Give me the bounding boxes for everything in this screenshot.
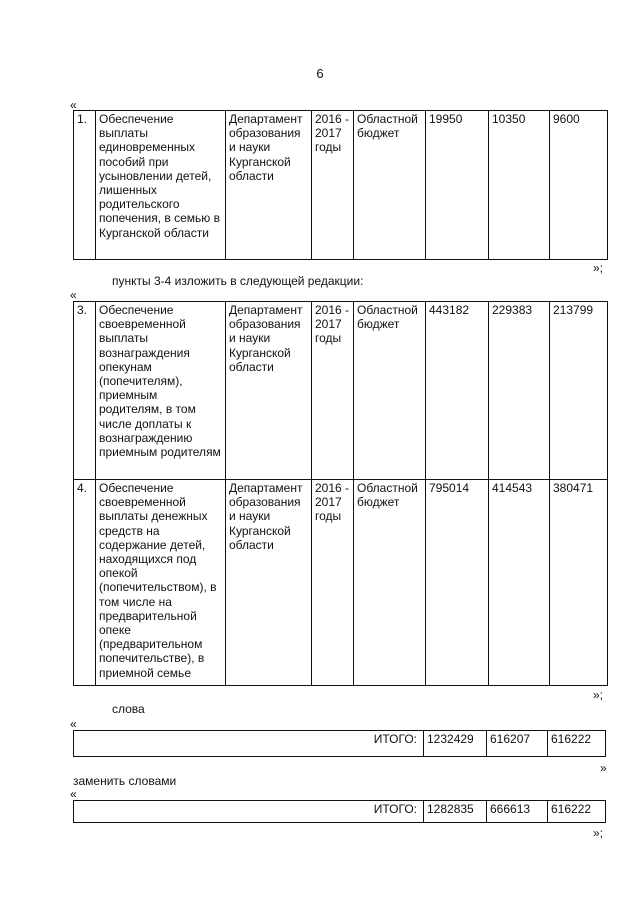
table-row (74, 302, 608, 480)
cell-2017: 9600 (550, 111, 608, 260)
quote-close-2: »; (593, 688, 604, 702)
table-total-old (73, 730, 606, 757)
quote-open-4: « (70, 787, 77, 801)
cell-total: 795014 (426, 480, 489, 686)
quote-open-2: « (70, 288, 77, 302)
cell-2016: 10350 (489, 111, 550, 260)
cell-source: Областной бюджет (354, 302, 426, 480)
instruction-replace: заменить словами (73, 774, 177, 788)
cell-name: Обеспечение своевременной выплаты денежных средств на содержание детей, находящихся под опекой (попечительством), в том числе на предварительной опеке (предварительном попечительстве), в приемной семье (96, 480, 226, 686)
cell-source: Областной бюджет (354, 480, 426, 686)
cell-name: Обеспечение своевременной выплаты вознаграждения опекунам (попечителям), приемным родителям, в том числе доплаты к вознаграждению приемным родителям (96, 302, 226, 480)
instruction-words: слова (112, 702, 145, 716)
cell-period: 2016 - 2017 годы (312, 302, 354, 480)
total-label: ИТОГО: (74, 801, 424, 823)
quote-close-4: »; (593, 826, 604, 840)
quote-open-3: « (70, 717, 77, 731)
cell-2016: 616207 (487, 731, 548, 757)
cell-2016: 414543 (489, 480, 550, 686)
table-row (74, 480, 608, 686)
table-items-3-4 (73, 301, 608, 686)
cell-2016: 666613 (487, 801, 548, 823)
table-row (74, 731, 606, 757)
cell-period: 2016 - 2017 годы (312, 480, 354, 686)
table-item-1 (73, 110, 608, 260)
table-row (74, 801, 606, 823)
total-label: ИТОГО: (74, 731, 424, 757)
cell-dept: Департамент образования и науки Курганской области (226, 302, 312, 480)
cell-2017: 616222 (548, 731, 606, 757)
cell-2017: 616222 (548, 801, 606, 823)
cell-2017: 380471 (550, 480, 608, 686)
table-row (74, 111, 608, 260)
page-number: 6 (316, 66, 324, 81)
table-total-new (73, 800, 606, 823)
cell-period: 2016 - 2017 годы (312, 111, 354, 260)
cell-total: 1282835 (424, 801, 487, 823)
cell-total: 443182 (426, 302, 489, 480)
cell-total: 19950 (426, 111, 489, 260)
instruction-points-3-4: пункты 3-4 изложить в следующей редакции: (112, 274, 364, 288)
cell-total: 1232429 (424, 731, 487, 757)
cell-2017: 213799 (550, 302, 608, 480)
cell-num: 1. (74, 111, 96, 260)
cell-num: 4. (74, 480, 96, 686)
cell-name: Обеспечение выплаты единовременных пособий при усыновлении детей, лишенных родительского попечения, в семью в Курганской области (96, 111, 226, 260)
cell-num: 3. (74, 302, 96, 480)
cell-source: Областной бюджет (354, 111, 426, 260)
cell-dept: Департамент образования и науки Курганской области (226, 480, 312, 686)
quote-open-1: « (70, 98, 77, 112)
quote-close-1: »; (593, 261, 604, 275)
cell-dept: Департамент образования и науки Курганской области (226, 111, 312, 260)
cell-2016: 229383 (489, 302, 550, 480)
quote-close-3: » (600, 761, 607, 775)
